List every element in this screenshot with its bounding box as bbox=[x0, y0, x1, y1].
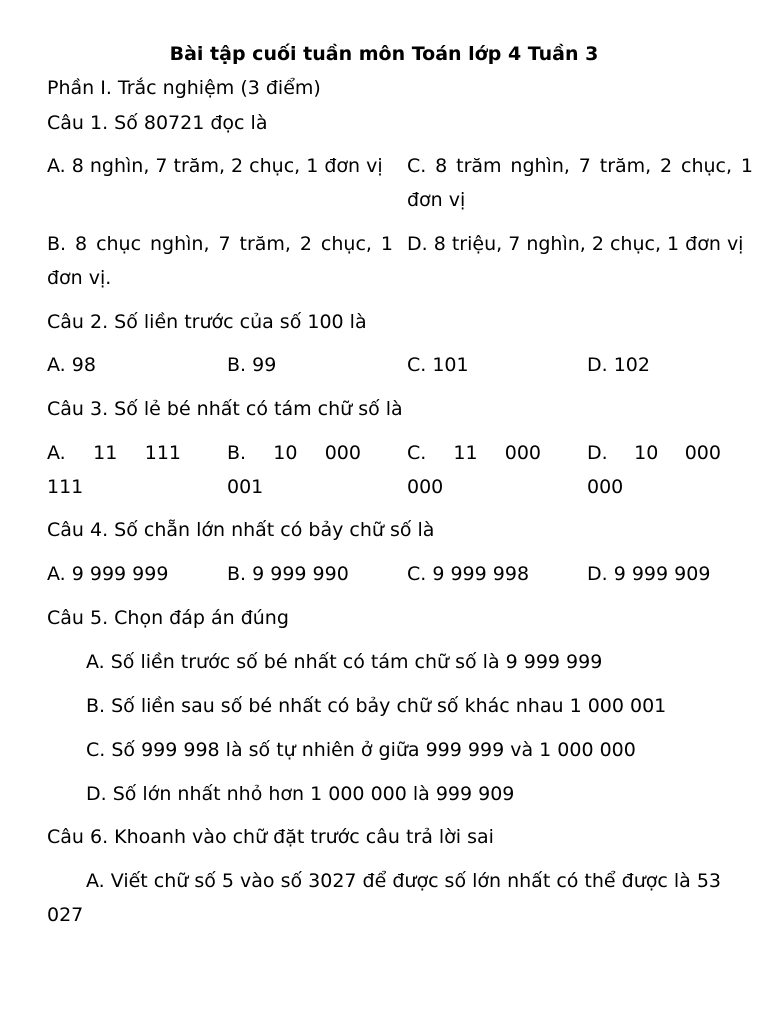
question-1: Câu 1. Số 80721 đọc là bbox=[47, 112, 268, 134]
q2-option-b: B. 99 bbox=[227, 354, 277, 376]
q2-option-a: A. 98 bbox=[47, 354, 96, 376]
q3-option-d: D. 10 000 000 bbox=[587, 442, 721, 498]
question-4: Câu 4. Số chẵn lớn nhất có bảy chữ số là bbox=[47, 519, 435, 541]
q5-option-d: D. Số lớn nhất nhỏ hơn 1 000 000 là 999 909 bbox=[86, 783, 515, 805]
q2-option-c: C. 101 bbox=[407, 354, 469, 376]
q2-option-d: D. 102 bbox=[587, 354, 650, 376]
q1-option-c: C. 8 trăm nghìn, 7 trăm, 2 chục, 1 đơn vị bbox=[407, 155, 753, 211]
section-heading: Phần I. Trắc nghiệm (3 điểm) bbox=[47, 77, 321, 99]
q5-option-b: B. Số liền sau số bé nhất có bảy chữ số khác nhau 1 000 001 bbox=[86, 695, 667, 717]
q3-option-a: A. 11 111 111 bbox=[47, 442, 181, 498]
page-title: Bài tập cuối tuần môn Toán lớp 4 Tuần 3 bbox=[169, 43, 599, 65]
question-5: Câu 5. Chọn đáp án đúng bbox=[47, 607, 289, 629]
question-6: Câu 6. Khoanh vào chữ đặt trước câu trả lời sai bbox=[47, 826, 494, 848]
q1-option-a: A. 8 nghìn, 7 trăm, 2 chục, 1 đơn vị bbox=[47, 155, 383, 177]
q4-option-b: B. 9 999 990 bbox=[227, 563, 349, 585]
q1-option-b: B. 8 chục nghìn, 7 trăm, 2 chục, 1 đơn vị. bbox=[47, 233, 393, 289]
q6-option-a: A. Viết chữ số 5 vào số 3027 để được số lớn nhất có thể được là 53 027 bbox=[47, 870, 721, 926]
question-3: Câu 3. Số lẻ bé nhất có tám chữ số là bbox=[47, 398, 403, 420]
question-2: Câu 2. Số liền trước của số 100 là bbox=[47, 311, 367, 333]
q4-option-d: D. 9 999 909 bbox=[587, 563, 711, 585]
q4-option-a: A. 9 999 999 bbox=[47, 563, 169, 585]
q3-option-b: B. 10 000 001 bbox=[227, 442, 361, 498]
q5-option-a: A. Số liền trước số bé nhất có tám chữ số là 9 999 999 bbox=[86, 651, 603, 673]
q5-option-c: C. Số 999 998 là số tự nhiên ở giữa 999 999 và 1 000 000 bbox=[86, 739, 636, 761]
q1-option-d: D. 8 triệu, 7 nghìn, 2 chục, 1 đơn vị bbox=[407, 233, 744, 255]
q3-option-c: C. 11 000 000 bbox=[407, 442, 541, 498]
q4-option-c: C. 9 999 998 bbox=[407, 563, 530, 585]
